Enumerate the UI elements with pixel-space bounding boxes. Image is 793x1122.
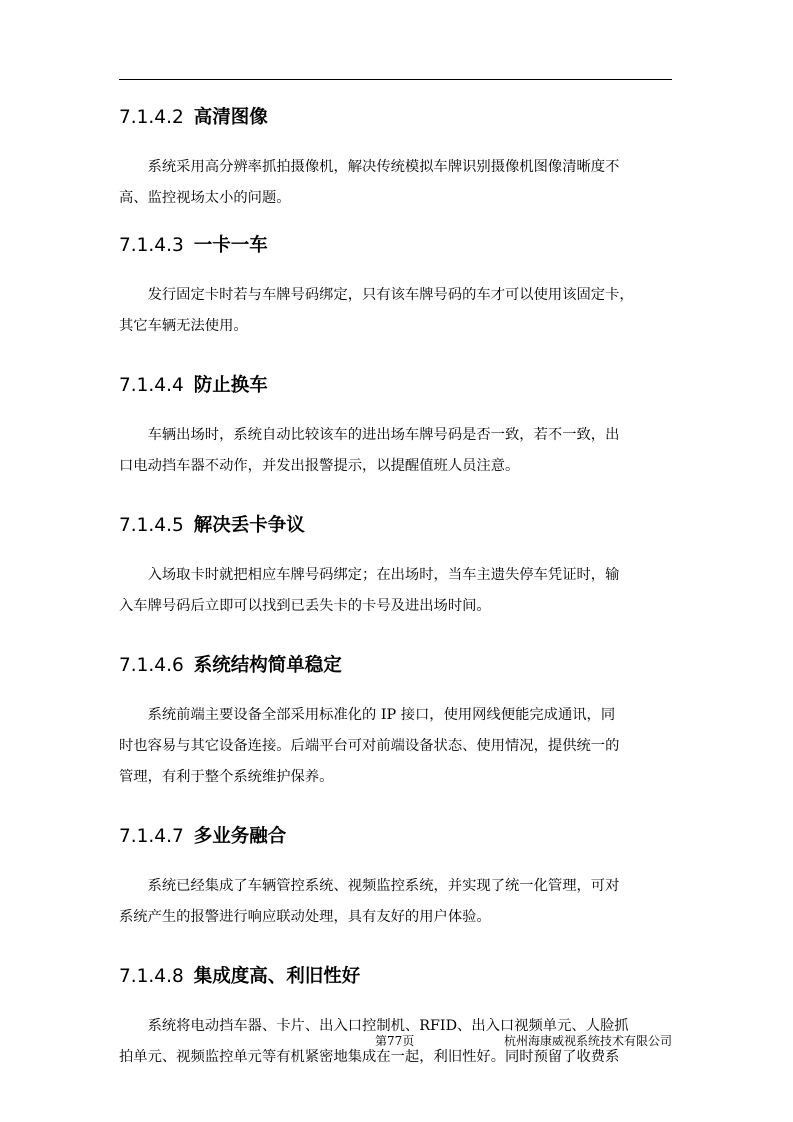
section-title: 解决丢卡争议 — [193, 515, 305, 536]
section-heading — [119, 512, 672, 540]
paragraph-line: 时也容易与其它设备连接。后端平台可对前端设备状态、使用情况，提供统一的 — [119, 738, 620, 754]
page-number: 第77页 — [375, 1034, 415, 1048]
section-7-1-4-5 — [119, 512, 672, 642]
section-heading — [119, 232, 672, 260]
paragraph-line: 系统产生的报警进行响应联动处理，具有友好的用户体验。 — [119, 909, 491, 925]
section-heading — [119, 104, 672, 132]
section-number: 7.1.4.2 — [119, 107, 184, 128]
section-title: 一卡一车 — [193, 235, 268, 256]
paragraph-line: 车辆出场时，系统自动比较该车的进出场车牌号码是否一致，若不一致，出 — [147, 427, 620, 443]
page-content — [119, 104, 672, 1083]
section-7-1-4-3 — [119, 232, 672, 362]
paragraph-line: 拍单元、视频监控单元等有机紧密地集成在一起，利旧性好。同时预留了收费系 — [119, 1049, 620, 1065]
paragraph-line: 管理，有利于整个系统维护保养。 — [119, 769, 334, 785]
section-number: 7.1.4.6 — [119, 655, 184, 676]
section-7-1-4-2 — [119, 104, 672, 222]
section-title: 防止换车 — [193, 375, 268, 396]
section-7-1-4-8 — [119, 963, 672, 1073]
paragraph-line: 系统已经集成了车辆管控系统、视频监控系统，并实现了统一化管理，可对 — [147, 878, 620, 894]
section-7-1-4-4 — [119, 372, 672, 502]
section-heading — [119, 963, 672, 991]
section-title: 多业务融合 — [193, 826, 287, 847]
section-number: 7.1.4.4 — [119, 375, 184, 396]
paragraph-line: 其它车辆无法使用。 — [119, 318, 248, 334]
paragraph-line: 系统前端主要设备全部采用标准化的 IP 接口，使用网线便能完成通讯，同 — [147, 707, 616, 723]
section-7-1-4-7 — [119, 823, 672, 953]
header-rule — [119, 79, 672, 80]
section-title: 高清图像 — [193, 107, 268, 128]
paragraph-line: 高、监控视场太小的问题。 — [119, 190, 291, 206]
paragraph-line: 发行固定卡时若与车牌号码绑定，只有该车牌号码的车才可以使用该固定卡， — [147, 287, 634, 303]
section-title: 系统结构简单稳定 — [193, 655, 342, 676]
paragraph-line: 入场取卡时就把相应车牌号码绑定；在出场时，当车主遗失停车凭证时，输 — [147, 567, 620, 583]
section-7-1-4-6 — [119, 652, 672, 813]
paragraph-line: 口电动挡车器不动作，并发出报警提示，以提醒值班人员注意。 — [119, 458, 520, 474]
page-footer — [119, 1032, 672, 1050]
section-number: 7.1.4.7 — [119, 826, 184, 847]
section-heading — [119, 652, 672, 680]
paragraph-line: 入车牌号码后立即可以找到已丢失卡的卡号及进出场时间。 — [119, 598, 491, 614]
section-number: 7.1.4.3 — [119, 235, 184, 256]
section-heading — [119, 372, 672, 400]
section-heading — [119, 823, 672, 851]
section-number: 7.1.4.8 — [119, 966, 184, 987]
section-title: 集成度高、利旧性好 — [193, 966, 361, 987]
paragraph-line: 系统采用高分辨率抓拍摄像机，解决传统模拟车牌识别摄像机图像清晰度不 — [147, 159, 620, 175]
paragraph-line: 系统将电动挡车器、卡片、出入口控制机、RFID、出入口视频单元、人脸抓 — [147, 1018, 629, 1034]
section-number: 7.1.4.5 — [119, 515, 184, 536]
company-name: 杭州海康威视系统技术有限公司 — [503, 1034, 672, 1048]
